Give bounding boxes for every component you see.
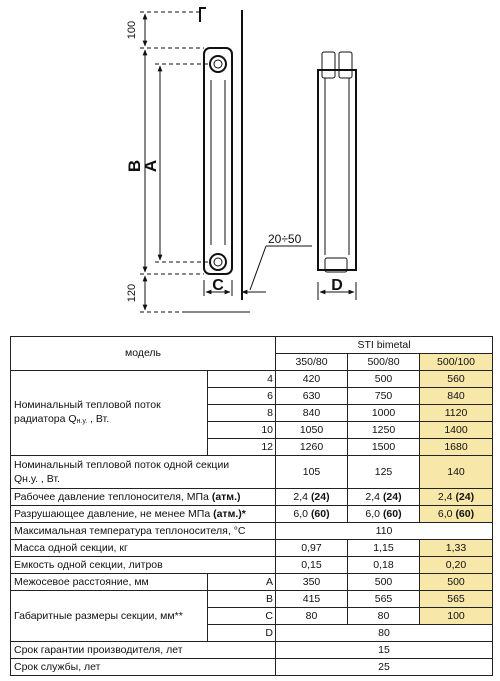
- model-500-100: 500/100: [420, 354, 493, 371]
- dims-row: [11, 591, 493, 608]
- table-cell: 80: [276, 608, 348, 625]
- table-cell: 100: [420, 608, 493, 625]
- series-header: STI bimetal: [276, 337, 493, 354]
- table-cell: 2,4 (24): [420, 489, 493, 506]
- top-nipple: [210, 56, 226, 72]
- dims-key: C: [208, 608, 276, 625]
- sections-count: 12: [208, 439, 276, 456]
- section-flow-row: [11, 456, 493, 489]
- table-cell: 500: [420, 574, 493, 591]
- table-cell: 80: [348, 608, 420, 625]
- table-cell: 415: [276, 591, 348, 608]
- table-cell: 420: [276, 371, 348, 388]
- radiator-front-body: [204, 48, 232, 274]
- table-cell: 350: [276, 574, 348, 591]
- dim-a-label: A: [141, 159, 160, 173]
- table-cell: 1000: [348, 405, 420, 422]
- dim-c-label: C: [212, 277, 224, 294]
- work-pressure-row: [11, 489, 493, 506]
- sections-count: 10: [208, 422, 276, 439]
- axis-key: A: [208, 574, 276, 591]
- table-cell: 0,20: [420, 557, 493, 574]
- model-header: модель: [11, 337, 276, 371]
- table-cell: 6,0 (60): [276, 506, 348, 523]
- dim-120-label: 120: [126, 283, 138, 303]
- burst-pressure-label: Разрушающее давление, не менее МПа (атм.)*: [11, 506, 276, 523]
- service-label: Срок службы, лет: [11, 659, 276, 676]
- table-cell: 110: [276, 523, 493, 540]
- table-cell: 1120: [420, 405, 493, 422]
- max-temp-row: [11, 523, 493, 540]
- table-cell: 630: [276, 388, 348, 405]
- header-row: [11, 337, 493, 354]
- burst-pressure-row: [11, 506, 493, 523]
- table-cell: 25: [276, 659, 493, 676]
- table-cell: 500: [348, 371, 420, 388]
- table-cell: 140: [420, 456, 493, 489]
- work-pressure-label: Рабочее давление теплоносителя, МПа (атм.): [11, 489, 276, 506]
- dims-key: D: [208, 625, 276, 642]
- sections-count: 6: [208, 388, 276, 405]
- table-cell: 1260: [276, 439, 348, 456]
- warranty-label: Срок гарантии производителя, лет: [11, 642, 276, 659]
- capacity-label: Емкость одной секции, литров: [11, 557, 276, 574]
- model-350-80: 350/80: [276, 354, 348, 371]
- dim-d-label: D: [331, 277, 343, 294]
- wall-line: [200, 8, 206, 22]
- table-cell: 1,15: [348, 540, 420, 557]
- sections-count: 4: [208, 371, 276, 388]
- table-cell: 6,0 (60): [420, 506, 493, 523]
- heat-flow-label: Номинальный тепловой поток радиатора $Q_{н.у.}$ , Вт.: [11, 371, 208, 456]
- table-cell: 2,4 (24): [348, 489, 420, 506]
- table-cell: 0,18: [348, 557, 420, 574]
- mass-row: [11, 540, 493, 557]
- dims-key: B: [208, 591, 276, 608]
- table-cell: 1500: [348, 439, 420, 456]
- table-cell: 1680: [420, 439, 493, 456]
- table-cell: 80: [276, 625, 493, 642]
- axis-row: [11, 574, 493, 591]
- table-cell: 2,4 (24): [276, 489, 348, 506]
- table-cell: 560: [420, 371, 493, 388]
- dim-b-label: B: [125, 159, 144, 173]
- radiator-side-body: [318, 70, 356, 270]
- bottom-nipple: [210, 254, 226, 270]
- service-row: [11, 659, 493, 676]
- heat-flow-row: [11, 371, 493, 388]
- max-temp-label: Максимальная температура теплоносителя, °С: [11, 523, 276, 540]
- table-cell: 6,0 (60): [348, 506, 420, 523]
- axis-label: Межосевое расстояние, мм: [11, 574, 208, 591]
- dims-label: Габаритные размеры секции, мм**: [11, 591, 208, 642]
- table-cell: 105: [276, 456, 348, 489]
- table-cell: 750: [348, 388, 420, 405]
- table-cell: 565: [348, 591, 420, 608]
- capacity-row: [11, 557, 493, 574]
- table-cell: 125: [348, 456, 420, 489]
- table-cell: 0,97: [276, 540, 348, 557]
- warranty-row: [11, 642, 493, 659]
- dim-100-label: 100: [126, 20, 138, 40]
- sections-count: 8: [208, 405, 276, 422]
- model-500-80: 500/80: [348, 354, 420, 371]
- table-cell: 840: [276, 405, 348, 422]
- table-cell: 1400: [420, 422, 493, 439]
- table-cell: 565: [420, 591, 493, 608]
- table-cell: 15: [276, 642, 493, 659]
- specifications-table: [10, 336, 493, 676]
- mass-label: Масса одной секции, кг: [11, 540, 276, 557]
- table-cell: 0,15: [276, 557, 348, 574]
- section-flow-label: Номинальный тепловой поток одной секции Qн.у. , Вт.: [11, 456, 276, 489]
- table-cell: 1,33: [420, 540, 493, 557]
- radiator-technical-drawing: [0, 0, 500, 330]
- table-cell: 500: [348, 574, 420, 591]
- table-cell: 1050: [276, 422, 348, 439]
- table-cell: 840: [420, 388, 493, 405]
- gap-label: 20÷50: [268, 232, 302, 246]
- table-cell: 1250: [348, 422, 420, 439]
